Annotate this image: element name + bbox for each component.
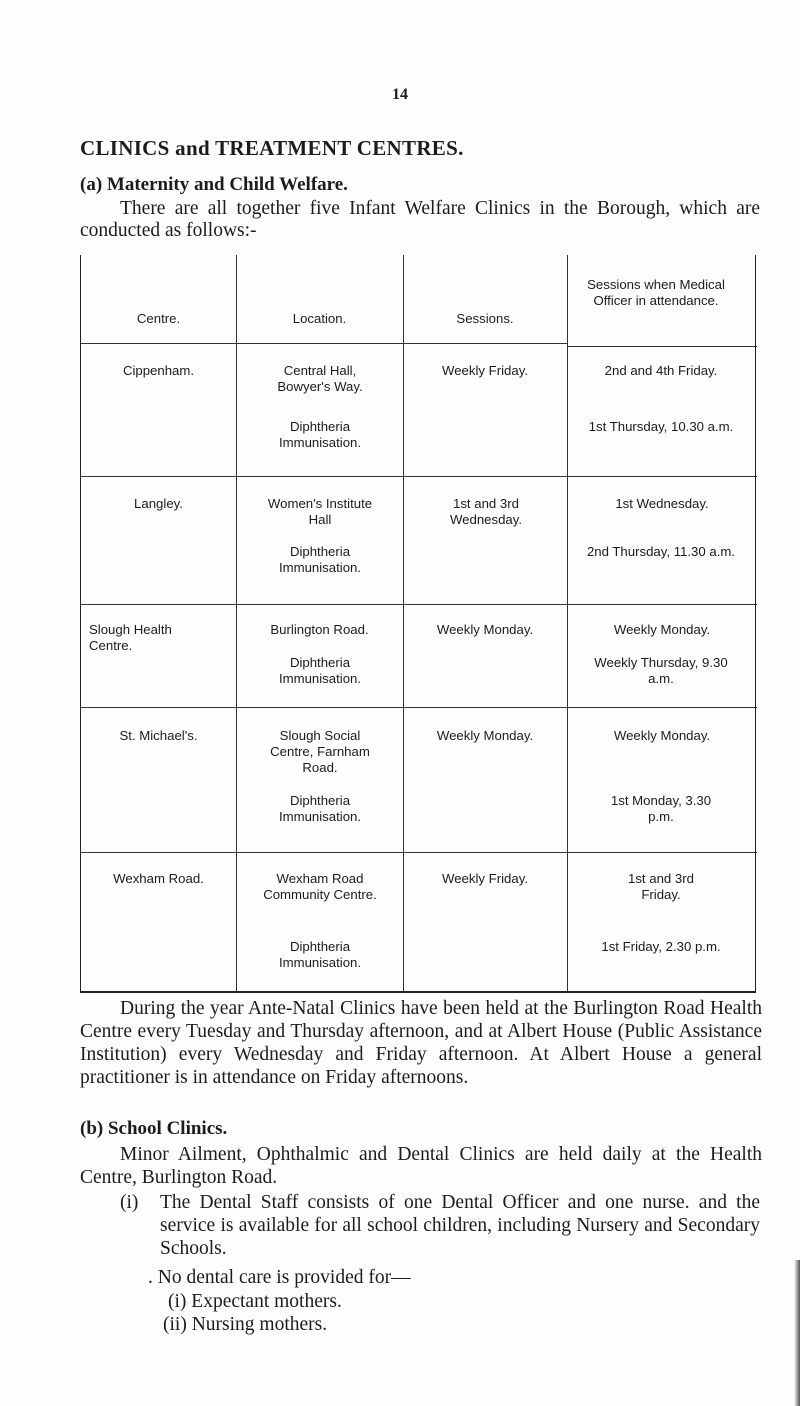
- cell-location: Slough Social Centre, Farnham Road.: [270, 728, 370, 775]
- exclusion-list-item: (i) Expectant mothers.: [168, 1291, 342, 1312]
- cell-location: Wexham Road Community Centre.: [263, 871, 377, 902]
- row-divider: [236, 343, 403, 344]
- cell-attendance-immunisation: 1st Friday, 2.30 p.m.: [601, 939, 721, 954]
- cell-attendance-immunisation: 1st Thursday, 10.30 a.m.: [588, 419, 734, 434]
- cell-location-immunisation: Diphtheria Immunisation.: [278, 939, 362, 970]
- clinics-table: [80, 255, 756, 993]
- cell-location-immunisation: Diphtheria Immunisation.: [278, 544, 362, 575]
- cell-attendance: 1st Wednesday.: [615, 496, 709, 511]
- dental-staff-paragraph: The Dental Staff consists of one Dental Officer and one nurse. and the service is available for all school children, including Nursery and Secondary Schools.: [160, 1192, 760, 1259]
- cell-location-immunisation: Diphtheria Immunisation.: [278, 419, 362, 450]
- cell-sessions: Weekly Friday.: [442, 363, 528, 378]
- cell-centre: Langley.: [134, 496, 183, 511]
- header-attendance: Sessions when Medical Officer in attendance.: [587, 277, 725, 308]
- row-divider: [81, 476, 236, 477]
- cell-attendance-immunisation: Weekly Thursday, 9.30 a.m.: [594, 655, 728, 686]
- cell-attendance-immunisation: 1st Monday, 3.30 p.m.: [610, 793, 712, 824]
- cell-location-immunisation: Diphtheria Immunisation.: [278, 793, 362, 824]
- row-divider: [236, 476, 403, 477]
- row-divider: [567, 604, 757, 605]
- cell-centre: St. Michael's.: [119, 728, 198, 743]
- no-dental-care-line: . No dental care is provided for—: [148, 1267, 411, 1288]
- row-divider: [236, 707, 403, 708]
- cell-attendance: 1st and 3rd Friday.: [628, 871, 694, 902]
- cell-attendance: Weekly Monday.: [613, 622, 711, 637]
- section-a-heading: (a) Maternity and Child Welfare.: [80, 174, 348, 195]
- scan-edge-shadow: [794, 1260, 800, 1406]
- row-divider: [567, 707, 757, 708]
- row-divider: [403, 476, 567, 477]
- page-title: CLINICS and TREATMENT CENTRES.: [80, 136, 464, 160]
- header-sessions: Sessions.: [456, 311, 514, 326]
- cell-sessions: 1st and 3rd Wednesday.: [449, 496, 523, 527]
- cell-centre: Cippenham.: [122, 363, 195, 378]
- row-divider: [236, 852, 403, 853]
- cell-location-immunisation: Diphtheria Immunisation.: [278, 655, 362, 686]
- cell-attendance-immunisation: 2nd Thursday, 11.30 a.m.: [586, 544, 736, 559]
- header-location: Location.: [292, 311, 347, 326]
- cell-centre: Wexham Road.: [113, 871, 204, 886]
- page-number: 14: [392, 86, 408, 103]
- cell-sessions: Weekly Friday.: [442, 871, 528, 886]
- row-divider: [567, 346, 757, 347]
- row-divider: [81, 604, 236, 605]
- row-divider: [403, 343, 567, 344]
- row-divider: [81, 852, 236, 853]
- row-divider: [403, 604, 567, 605]
- cell-location: Women's Institute Hall: [267, 496, 373, 527]
- row-divider: [236, 604, 403, 605]
- section-b-heading: (b) School Clinics.: [80, 1118, 228, 1139]
- row-divider: [567, 852, 757, 853]
- cell-attendance: Weekly Monday.: [613, 728, 711, 743]
- header-centre: Centre.: [136, 311, 181, 326]
- cell-attendance: 2nd and 4th Friday.: [604, 363, 718, 378]
- exclusion-list-item: (ii) Nursing mothers.: [163, 1314, 328, 1335]
- cell-location: Burlington Road.: [270, 622, 369, 637]
- row-divider: [567, 476, 757, 477]
- cell-location: Central Hall, Bowyer's Way.: [277, 363, 363, 394]
- section-a-intro: There are all together five Infant Welfare Clinics in the Borough, which are conducted as follows:-: [80, 198, 760, 241]
- cell-sessions: Weekly Monday.: [436, 622, 534, 637]
- ante-natal-paragraph: During the year Ante-Natal Clinics have been held at the Burlington Road Health Centre every Tuesday and Thursday afternoon, and at Albert House (Public Assistance Institution) every Wednesday and Friday afternoon. At Albert House a general practitioner is in attendance on Friday afternoons.: [80, 998, 762, 1088]
- section-b-paragraph: Minor Ailment, Ophthalmic and Dental Clinics are held daily at the Health Centre, Burlington Road.: [80, 1144, 762, 1188]
- row-divider: [403, 852, 567, 853]
- cell-centre: Slough Health Centre.: [89, 622, 172, 653]
- row-divider: [81, 343, 236, 344]
- row-divider: [81, 707, 236, 708]
- dental-item-label: (i): [120, 1192, 139, 1213]
- row-divider: [403, 707, 567, 708]
- cell-sessions: Weekly Monday.: [436, 728, 534, 743]
